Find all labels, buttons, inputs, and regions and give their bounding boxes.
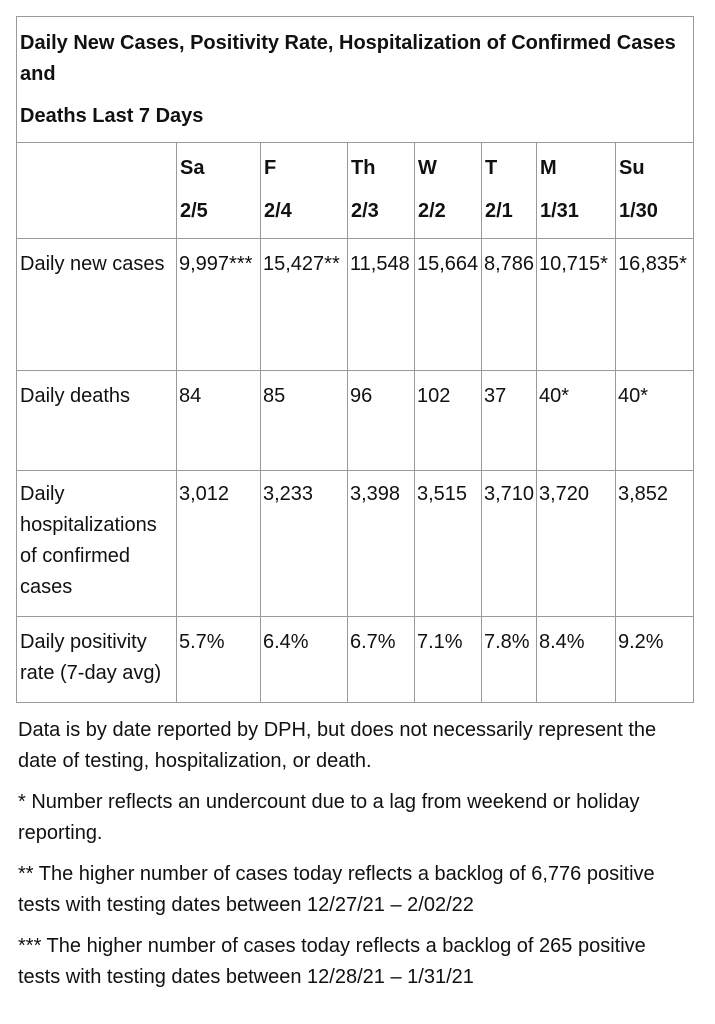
header-date: 1/31 [540,200,579,222]
table-cell: 7.1% [415,617,482,703]
report-container [16,16,694,1003]
header-date: 2/3 [351,200,379,222]
table-cell: 96 [348,371,415,471]
row-label: Daily new cases [17,239,177,371]
table-cell: 3,233 [261,471,348,617]
table-cell: 3,398 [348,471,415,617]
table-cell: 3,852 [616,471,694,617]
footnote-data-source: Data is by date reported by DPH, but does not necessarily represent the date of testing, hospitalization, or death. [18,719,657,772]
header-cell [537,143,616,239]
header-cell [177,143,261,239]
header-cell [261,143,348,239]
header-cell [415,143,482,239]
table-cell: 3,515 [415,471,482,617]
table-cell: 3,720 [537,471,616,617]
table-cell: 3,012 [177,471,261,617]
table-cell: 84 [177,371,261,471]
header-row [17,143,694,239]
table-cell: 8.4% [537,617,616,703]
header-cell [482,143,537,239]
table-cell: 8,786 [482,239,537,371]
table-cell: 16,835* [616,239,694,371]
table-cell: 102 [415,371,482,471]
header-corner-cell [17,143,177,239]
footnotes [16,715,688,993]
table-cell: 40* [616,371,694,471]
covid-7-day-table [16,16,694,703]
table-cell: 9,997*** [177,239,261,371]
table-cell: 10,715* [537,239,616,371]
header-day: Su [619,157,645,179]
header-day: T [485,157,498,179]
table-cell: 9.2% [616,617,694,703]
table-cell: 85 [261,371,348,471]
table-row-daily-deaths [17,371,694,471]
table-cell: 40* [537,371,616,471]
header-date: 2/5 [180,200,208,222]
header-cell [348,143,415,239]
header-day: F [264,157,277,179]
header-cell [616,143,694,239]
header-date: 2/1 [485,200,513,222]
row-label: Daily hospitalizations of confirmed cases [17,471,177,617]
table-cell: 5.7% [177,617,261,703]
table-cell: 3,710 [482,471,537,617]
row-label: Daily deaths [17,371,177,471]
table-cell: 37 [482,371,537,471]
table-row-daily-hospitalizations [17,471,694,617]
table-cell: 11,548 [348,239,415,371]
table-row-daily-new-cases [17,239,694,371]
header-date: 2/2 [418,200,446,222]
header-date: 1/30 [619,200,658,222]
header-date: 2/4 [264,200,292,222]
header-day: W [418,157,437,179]
table-title-line-1: Daily New Cases, Positivity Rate, Hospitalization of Confirmed Cases and [20,32,676,85]
row-label: Daily positivity rate (7-day avg) [17,617,177,703]
header-day: Sa [180,157,205,179]
header-day: Th [351,157,376,179]
footnote-undercount: * Number reflects an undercount due to a lag from weekend or holiday reporting. [18,791,640,844]
table-row-daily-positivity-rate [17,617,694,703]
footnote-backlog-double-star: ** The higher number of cases today reflects a backlog of 6,776 positive tests with testing dates between 12/27/21 – 2/02/22 [18,863,655,916]
header-day: M [540,157,557,179]
table-cell: 6.4% [261,617,348,703]
table-cell: 7.8% [482,617,537,703]
table-title-line-2: Deaths Last 7 Days [20,105,204,127]
table-title-row [17,17,694,143]
table-cell: 15,664 [415,239,482,371]
table-cell: 6.7% [348,617,415,703]
table-title [17,17,694,143]
footnote-backlog-triple-star: *** The higher number of cases today reflects a backlog of 265 positive tests with testing dates between 12/28/21 – 1/31/21 [18,935,646,988]
table-cell: 15,427** [261,239,348,371]
